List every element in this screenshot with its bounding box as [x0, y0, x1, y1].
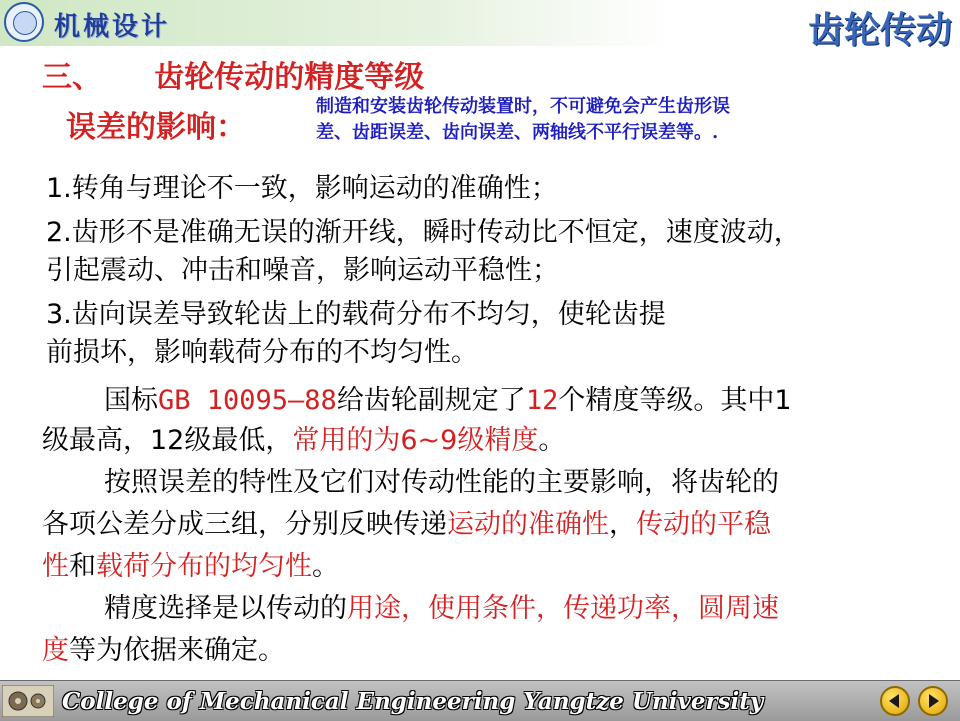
groups-text: 。	[312, 551, 339, 582]
footer-text: College of Mechanical Engineering Yangtze University	[62, 688, 764, 715]
group-load-distribution: 载荷分布的均匀性	[96, 551, 312, 582]
gear-icon	[2, 685, 54, 717]
standard-line-2	[42, 420, 565, 462]
selection-line-2	[42, 630, 285, 672]
groups-text: 各项公差分成三组，分别反映传递	[42, 509, 447, 540]
selection-criteria-end: 度	[42, 635, 69, 666]
triangle-right-icon	[920, 688, 946, 714]
footer-bar	[0, 680, 960, 721]
point-1: 1.转角与理论不一致，影响运动的准确性；	[46, 173, 558, 204]
standard-line-1	[104, 380, 792, 422]
group-smoothness: 传动的平稳	[636, 509, 771, 540]
course-title: 机械设计	[54, 12, 171, 42]
error-note: 制造和安装齿轮传动装置时，不可避免会产生齿形误差、齿距误差、齿向误差、两轴线不平行误差等。.	[316, 96, 730, 143]
selection-text: 等为依据来确定。	[69, 635, 285, 666]
triangle-left-icon	[882, 688, 908, 714]
point-3-line-2: 前损坏，影响载荷分布的不均匀性。	[46, 337, 478, 368]
standard-text: 个精度等级。其中1	[558, 385, 792, 416]
selection-line-1	[104, 588, 779, 630]
groups-line-3	[42, 546, 339, 588]
selection-criteria: 用途，使用条件，传递功率，圆周速	[347, 593, 779, 624]
standard-text: 级最高，12级最低，	[42, 425, 293, 456]
chapter-title: 齿轮传动	[807, 10, 952, 51]
university-logo	[4, 2, 44, 42]
standard-text: 给齿轮副规定了	[336, 385, 526, 416]
section-heading: 三、 齿轮传动的精度等级	[42, 60, 425, 95]
point-2-line-1: 2.齿形不是准确无误的渐开线，瞬时传动比不恒定，速度波动，	[46, 217, 801, 248]
common-grades: 常用的为6~9级精度	[292, 425, 539, 456]
groups-text: 和	[69, 551, 96, 582]
groups-line-2	[42, 504, 771, 546]
group-smoothness-end: 性	[42, 551, 69, 582]
point-3-line-1: 3.齿向误差导致轮齿上的载荷分布不均匀，使轮齿提	[46, 299, 666, 330]
group-accuracy: 运动的准确性	[447, 509, 609, 540]
selection-text: 精度选择是以传动的	[104, 593, 347, 624]
influence-label: 误差的影响：	[66, 110, 246, 145]
previous-slide-button[interactable]	[880, 686, 910, 716]
grade-count: 12	[525, 385, 559, 416]
next-slide-button[interactable]	[918, 686, 948, 716]
standard-text: 。	[538, 425, 566, 456]
groups-text: ，	[609, 509, 636, 540]
point-2-line-2: 引起震动、冲击和噪音，影响运动平稳性；	[46, 255, 559, 286]
header-bar	[0, 0, 960, 51]
groups-line-1: 按照误差的特性及它们对传动性能的主要影响，将齿轮的	[104, 467, 779, 498]
gb-standard-number: GB 10095—88	[158, 385, 337, 416]
standard-text: 国标	[104, 385, 158, 416]
